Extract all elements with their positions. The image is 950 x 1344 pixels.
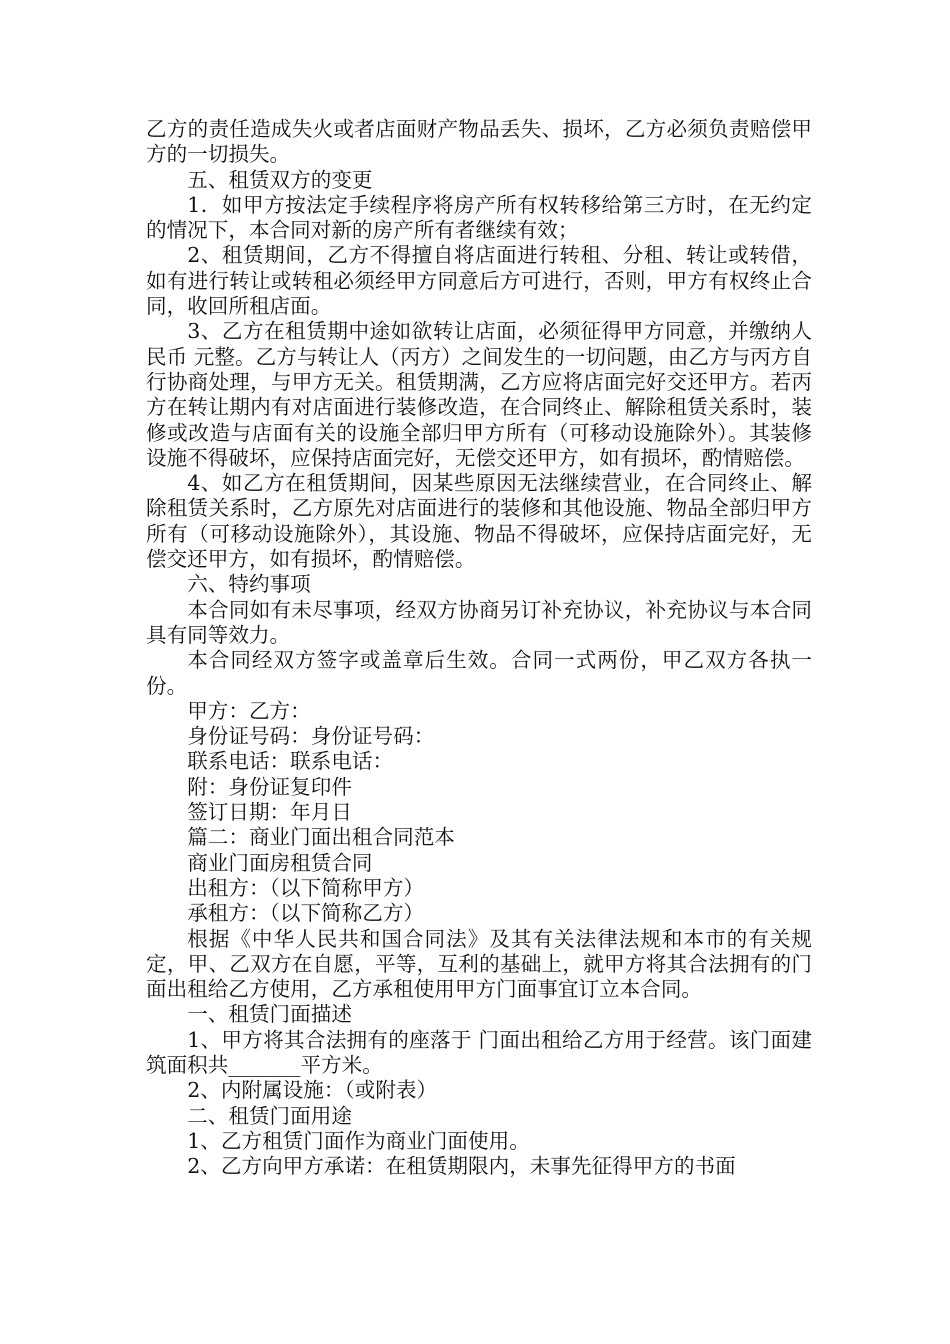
clause-storefront-location: 1、甲方将其合法拥有的座落于 门面出租给乙方用于经营。该门面建筑面积共_______平方米。: [146, 1027, 812, 1077]
paragraph-damage-liability: 乙方的责任造成失火或者店面财产物品丢失、损坏，乙方必须负责赔偿甲方的一切损失。: [146, 117, 812, 167]
clause-commercial-use: 1、乙方租赁门面作为商业门面使用。: [187, 1128, 530, 1153]
clause-store-transfer: 3、乙方在租赁期中途如欲转让店面，必须征得甲方同意，并缴纳人民币 元整。乙方与转让人（丙方）之间发生的一切问题，由乙方与丙方自行协商处理，与甲方无关。租赁期满，乙方应将店面完好交还甲方。若丙方在转让期内有对店面进行装修改造，在合同终止、解除租赁关系时，装修或改造与店面有关的设施全部归甲方所有（可移动设施除外）。其装修设施不得破坏，应保持店面完好，无偿交还甲方，如有损坏，酌情赔偿。: [146, 319, 812, 470]
attachment-note: 附：身份证复印件: [187, 774, 352, 799]
contract-title: 商业门面房租赁合同: [187, 850, 373, 875]
clause-lessee-promise: 2、乙方向甲方承诺：在租赁期限内，未事先征得甲方的书面: [187, 1154, 736, 1179]
section-heading-change: 五、租赁双方的变更: [187, 167, 373, 192]
lessee-line: 承租方：（以下简称乙方）: [187, 901, 425, 926]
contract-preamble: 根据《中华人民共和国合同法》及其有关法律法规和本市的有关规定，甲、乙双方在自愿，平等，互利的基础上，就甲方将其合法拥有的门面出租给乙方使用，乙方承租使用甲方门面事宜订立本合同。: [146, 926, 812, 1002]
clause-early-termination: 4、如乙方在租赁期间，因某些原因无法继续营业，在合同终止、解除租赁关系时，乙方原先对店面进行的装修和其他设施、物品全部归甲方所有（可移动设施除外），其设施、物品不得破坏，应保持店面完好，无偿交还甲方，如有损坏，酌情赔偿。: [146, 471, 812, 572]
document-body: [146, 117, 812, 1179]
clause-supplementary-agreement: 本合同如有未尽事项，经双方协商另订补充协议，补充协议与本合同具有同等效力。: [146, 597, 812, 647]
section-heading-usage: 二、租赁门面用途: [187, 1103, 352, 1128]
clause-ownership-transfer: 1．如甲方按法定手续程序将房产所有权转移给第三方时，在无约定的情况下，本合同对新的房产所有者继续有效；: [146, 192, 812, 243]
clause-no-sublease: 2、租赁期间，乙方不得擅自将店面进行转租、分租、转让或转借，如有进行转让或转租必须经甲方同意后方可进行，否则，甲方有权终止合同，收回所租店面。: [146, 243, 812, 319]
lessor-line: 出租方：（以下简称甲方）: [187, 875, 425, 900]
section-heading-description: 一、租赁门面描述: [187, 1002, 352, 1027]
clause-effectiveness: 本合同经双方签字或盖章后生效。合同一式两份，甲乙双方各执一份。: [146, 648, 812, 698]
signing-date: 签订日期：年月日: [187, 800, 352, 825]
section-heading-special-terms: 六、特约事项: [187, 572, 311, 597]
clause-attached-facilities: 2、内附属设施：（或附表）: [187, 1078, 438, 1103]
signature-phone-numbers: 联系电话：联系电话：: [187, 749, 394, 774]
signature-id-numbers: 身份证号码：身份证号码：: [187, 724, 435, 749]
part-two-heading: 篇二：商业门面出租合同范本: [187, 825, 455, 850]
signature-parties: 甲方：乙方：: [187, 698, 311, 723]
